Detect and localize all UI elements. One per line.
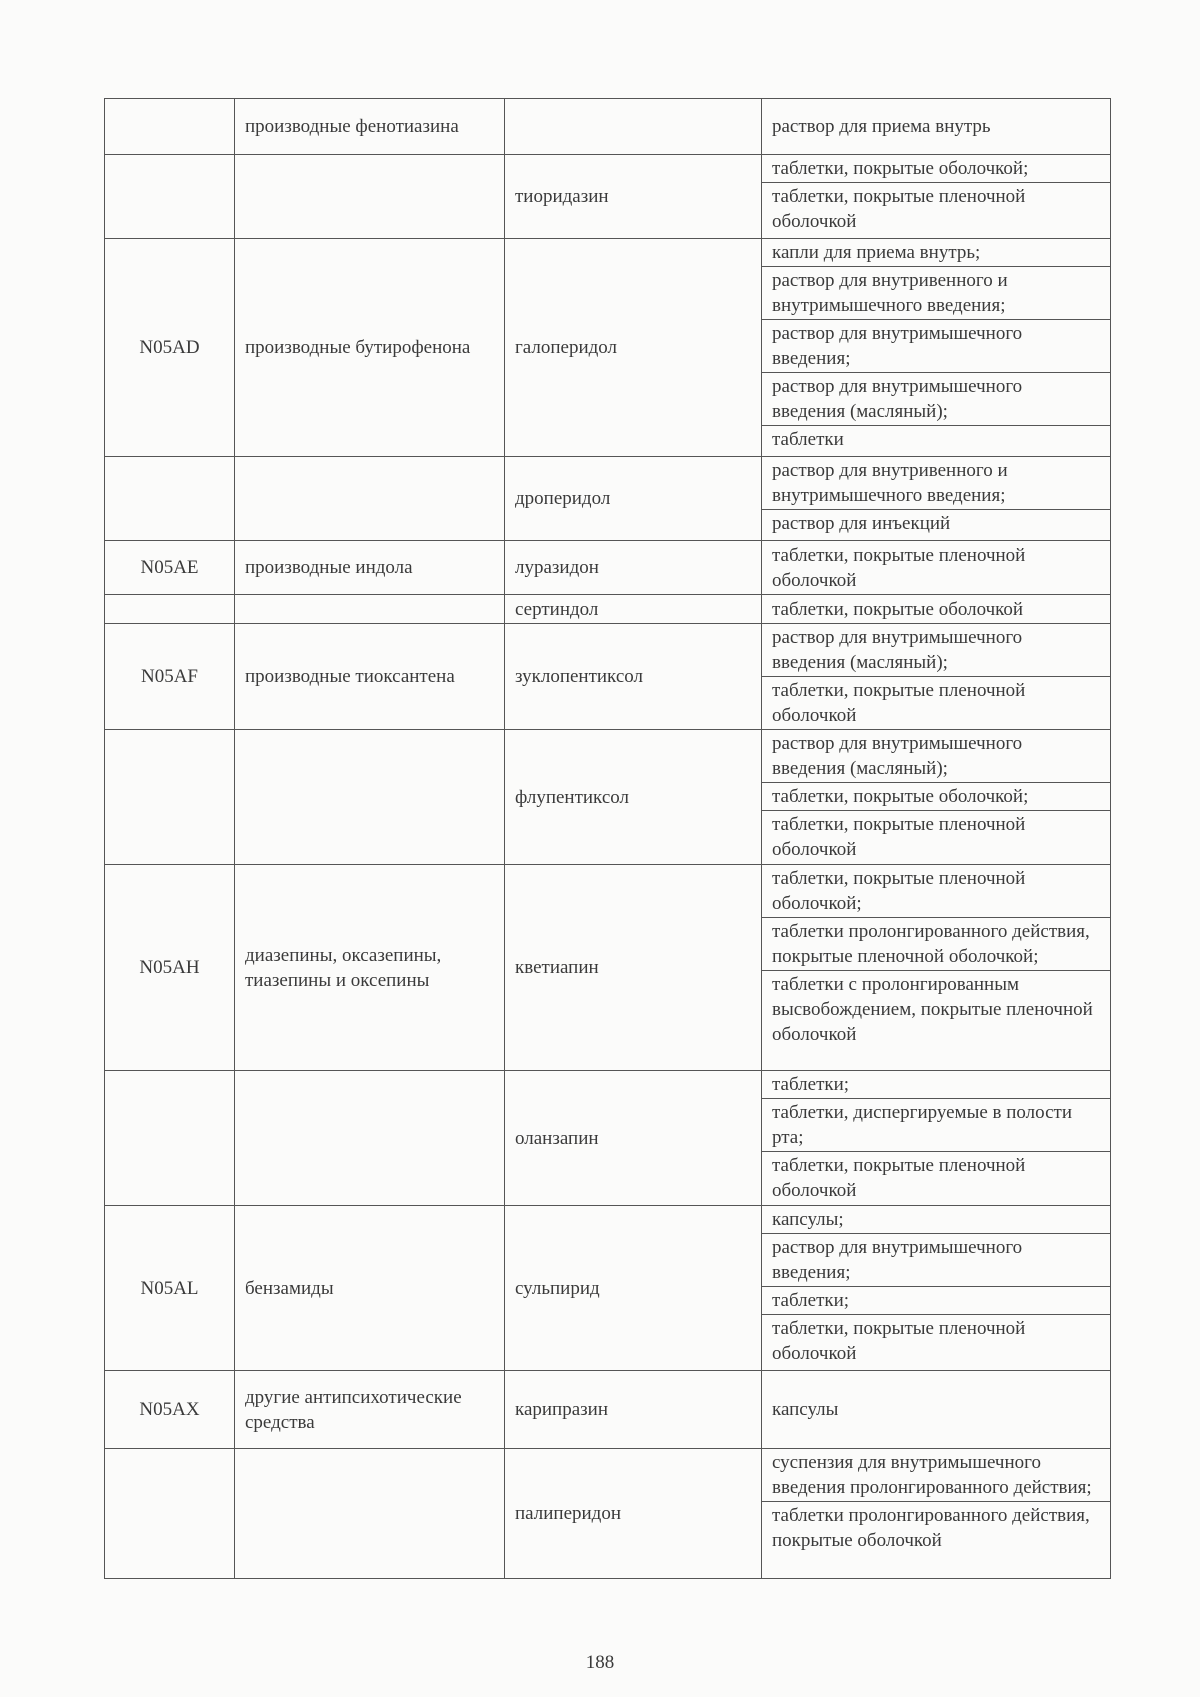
dosage-forms-cell [762, 1449, 1111, 1579]
group-name-cell [235, 457, 505, 541]
dosage-form-item: суспензия для внутримышечного введения пролонгированного действия; [772, 1452, 1092, 1498]
drug-name-cell: сульпирид [505, 1206, 762, 1371]
group-name-cell [235, 155, 505, 239]
group-name-cell: производные тиоксантена [235, 624, 505, 730]
atc-code-cell [105, 730, 235, 865]
atc-code-cell [105, 457, 235, 541]
group-name-cell: бензамиды [235, 1206, 505, 1371]
dosage-forms-cell [762, 624, 1111, 730]
dosage-form-item: таблетки, покрытые пленочной оболочкой [772, 544, 1026, 591]
atc-code-cell: N05AE [105, 541, 235, 595]
group-name-cell [235, 1449, 505, 1579]
drug-name-cell: дроперидол [505, 457, 762, 541]
dosage-form-item: таблетки, покрытые оболочкой [772, 598, 1024, 620]
dosage-form-item: таблетки, диспергируемые в полости рта; [762, 1098, 1110, 1151]
dosage-form-item: таблетки; [762, 1286, 1110, 1314]
page-number: 188 [585, 1652, 615, 1673]
dosage-form-item: таблетки, покрытые пленочной оболочкой [762, 676, 1110, 729]
group-name-cell: производные индола [235, 541, 505, 595]
atc-code-cell: N05AX [105, 1371, 235, 1449]
drug-name-cell [505, 99, 762, 155]
dosage-form-item: раствор для внутримышечного введения; [762, 319, 1110, 372]
dosage-form-item: раствор для внутривенного и внутримышечного введения; [762, 266, 1110, 319]
table-row [105, 1449, 1111, 1579]
dosage-form-item: раствор для инъекций [762, 509, 1110, 537]
dosage-form-item: таблетки пролонгированного действия, покрытые оболочкой [762, 1501, 1110, 1554]
drug-name-cell: зуклопентиксол [505, 624, 762, 730]
dosage-form-item: таблетки, покрытые оболочкой; [762, 782, 1110, 810]
atc-code-cell [105, 1449, 235, 1579]
dosage-form-item: капсулы [772, 1399, 839, 1420]
dosage-form-item: таблетки, покрытые оболочкой; [772, 158, 1029, 179]
atc-code-cell [105, 595, 235, 624]
drug-name-cell: тиоридазин [505, 155, 762, 239]
dosage-form-item: раствор для внутривенного и внутримышечного введения; [772, 460, 1008, 506]
dosage-forms-cell [762, 155, 1111, 239]
group-name-cell [235, 1071, 505, 1206]
drug-name-cell: палиперидон [505, 1449, 762, 1579]
dosage-form-item: таблетки с пролонгированным высвобождением, покрытые пленочной оболочкой [762, 970, 1110, 1048]
dosage-forms-cell [762, 99, 1111, 155]
drug-name-cell: кветиапин [505, 865, 762, 1071]
table-row [105, 1371, 1111, 1449]
table-row [105, 541, 1111, 595]
dosage-form-item: раствор для внутримышечного введения (масляный); [772, 627, 1023, 673]
dosage-form-item: раствор для внутримышечного введения (масляный); [762, 372, 1110, 425]
atc-code-cell: N05AH [105, 865, 235, 1071]
table-row [105, 239, 1111, 457]
dosage-forms-cell [762, 865, 1111, 1071]
table-body [105, 99, 1111, 1579]
atc-code-cell [105, 99, 235, 155]
atc-code-cell [105, 155, 235, 239]
dosage-forms-cell [762, 1206, 1111, 1371]
drug-name-cell: флупентиксол [505, 730, 762, 865]
dosage-forms-cell [762, 541, 1111, 595]
table-row [105, 1206, 1111, 1371]
dosage-form-item: капли для приема внутрь; [772, 242, 981, 263]
dosage-form-item: капсулы; [772, 1209, 844, 1230]
drug-name-cell: луразидон [505, 541, 762, 595]
table-row [105, 457, 1111, 541]
dosage-forms-cell [762, 1371, 1111, 1449]
atc-code-cell: N05AL [105, 1206, 235, 1371]
dosage-form-item: таблетки, покрытые пленочной оболочкой; [772, 868, 1026, 914]
dosage-forms-cell [762, 1071, 1111, 1206]
dosage-form-item: таблетки, покрытые пленочной оболочкой [762, 810, 1110, 863]
dosage-form-item: таблетки, покрытые пленочной оболочкой [762, 1314, 1110, 1367]
dosage-forms-cell [762, 595, 1111, 624]
group-name-cell: диазепины, оксазепины, тиазепины и оксепины [235, 865, 505, 1071]
group-name-cell: производные бутирофенона [235, 239, 505, 457]
dosage-forms-cell [762, 457, 1111, 541]
dosage-form-item: таблетки пролонгированного действия, покрытые пленочной оболочкой; [762, 917, 1110, 970]
group-name-cell: другие антипсихотические средства [235, 1371, 505, 1449]
table-row [105, 624, 1111, 730]
table-row [105, 730, 1111, 865]
dosage-form-item: таблетки, покрытые пленочной оболочкой [762, 182, 1110, 235]
group-name-cell: производные фенотиазина [235, 99, 505, 155]
dosage-form-item: раствор для приема внутрь [772, 116, 991, 137]
dosage-forms-cell [762, 730, 1111, 865]
drug-name-cell: галоперидол [505, 239, 762, 457]
dosage-form-item: таблетки, покрытые пленочной оболочкой [762, 1151, 1110, 1204]
group-name-cell [235, 595, 505, 624]
table-row [105, 1071, 1111, 1206]
table-row [105, 99, 1111, 155]
atc-code-cell: N05AF [105, 624, 235, 730]
table-row [105, 595, 1111, 624]
drug-name-cell: оланзапин [505, 1071, 762, 1206]
drug-list-table [104, 98, 1111, 1579]
table-row [105, 865, 1111, 1071]
drug-name-cell: карипразин [505, 1371, 762, 1449]
dosage-form-item: таблетки [762, 425, 1110, 453]
table-row [105, 155, 1111, 239]
group-name-cell [235, 730, 505, 865]
dosage-form-item: раствор для внутримышечного введения (масляный); [772, 733, 1023, 779]
dosage-form-item: раствор для внутримышечного введения; [762, 1233, 1110, 1286]
dosage-form-item: таблетки; [772, 1074, 850, 1095]
drug-name-cell: сертиндол [505, 595, 762, 624]
atc-code-cell: N05AD [105, 239, 235, 457]
dosage-forms-cell [762, 239, 1111, 457]
atc-code-cell [105, 1071, 235, 1206]
